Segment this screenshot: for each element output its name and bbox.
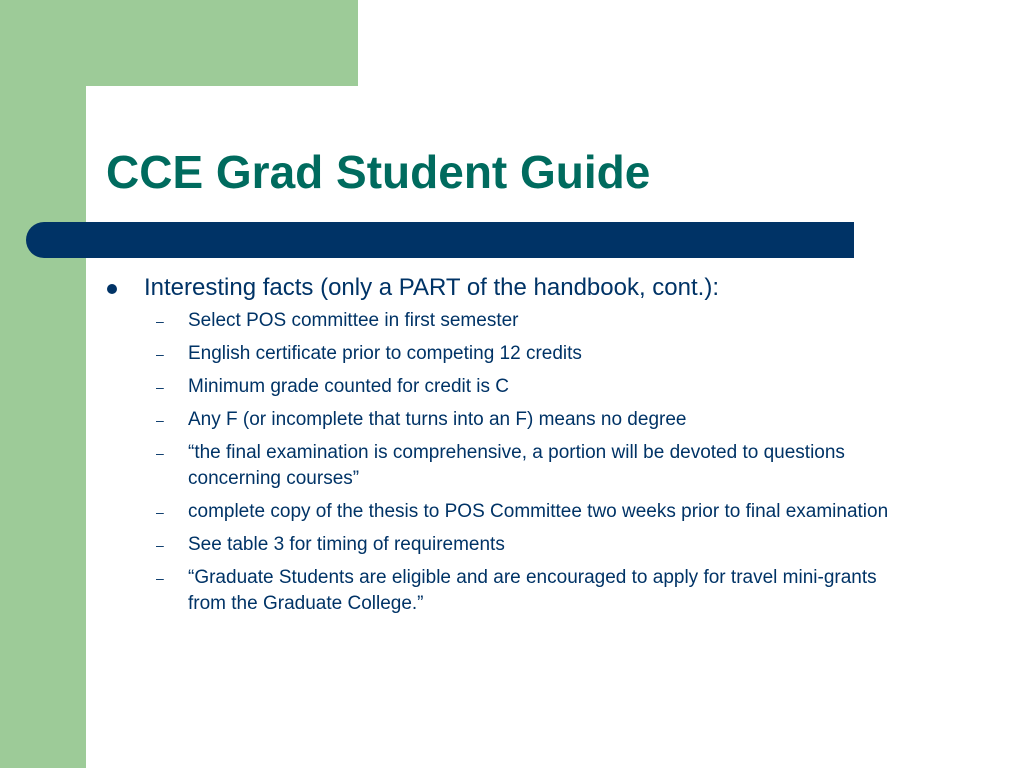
sub-bullet-item xyxy=(156,374,908,400)
title-underline-bar xyxy=(26,222,854,258)
dash-icon: – xyxy=(156,537,164,553)
main-bullet-item xyxy=(104,272,924,304)
rounded-corner-decoration xyxy=(86,86,146,146)
sub-bullet-list xyxy=(104,308,924,617)
dash-icon: – xyxy=(156,570,164,586)
dash-icon: – xyxy=(156,445,164,461)
sub-bullet-item xyxy=(156,532,908,558)
slide-content xyxy=(104,272,924,624)
sub-bullet-item xyxy=(156,407,908,433)
dash-icon: – xyxy=(156,379,164,395)
sub-bullet-text: complete copy of the thesis to POS Committee two weeks prior to final examination xyxy=(188,501,889,522)
green-side-band xyxy=(0,0,86,768)
bullet-dot-icon xyxy=(107,284,117,294)
dash-icon: – xyxy=(156,313,164,329)
dash-icon: – xyxy=(156,412,164,428)
sub-bullet-text: See table 3 for timing of requirements xyxy=(188,534,505,555)
sub-bullet-item xyxy=(156,565,908,617)
sub-bullet-text: Minimum grade counted for credit is C xyxy=(188,376,510,397)
green-top-band xyxy=(0,0,358,86)
sub-bullet-text: “the final examination is comprehensive, a portion will be devoted to questions concerning courses” xyxy=(188,442,845,489)
sub-bullet-text: Select POS committee in first semester xyxy=(188,310,519,331)
dash-icon: – xyxy=(156,346,164,362)
dash-icon: – xyxy=(156,504,164,520)
main-bullet-text: Interesting facts (only a PART of the handbook, cont.): xyxy=(144,274,719,301)
sub-bullet-item xyxy=(156,499,908,525)
sub-bullet-text: English certificate prior to competing 12 credits xyxy=(188,343,582,364)
sub-bullet-item xyxy=(156,440,908,492)
sub-bullet-text: Any F (or incomplete that turns into an F) means no degree xyxy=(188,409,687,430)
sub-bullet-item xyxy=(156,308,908,334)
sub-bullet-item xyxy=(156,341,908,367)
sub-bullet-text: “Graduate Students are eligible and are encouraged to apply for travel mini-grants from the Graduate College.” xyxy=(188,567,877,614)
slide-title: CCE Grad Student Guide xyxy=(106,146,651,198)
